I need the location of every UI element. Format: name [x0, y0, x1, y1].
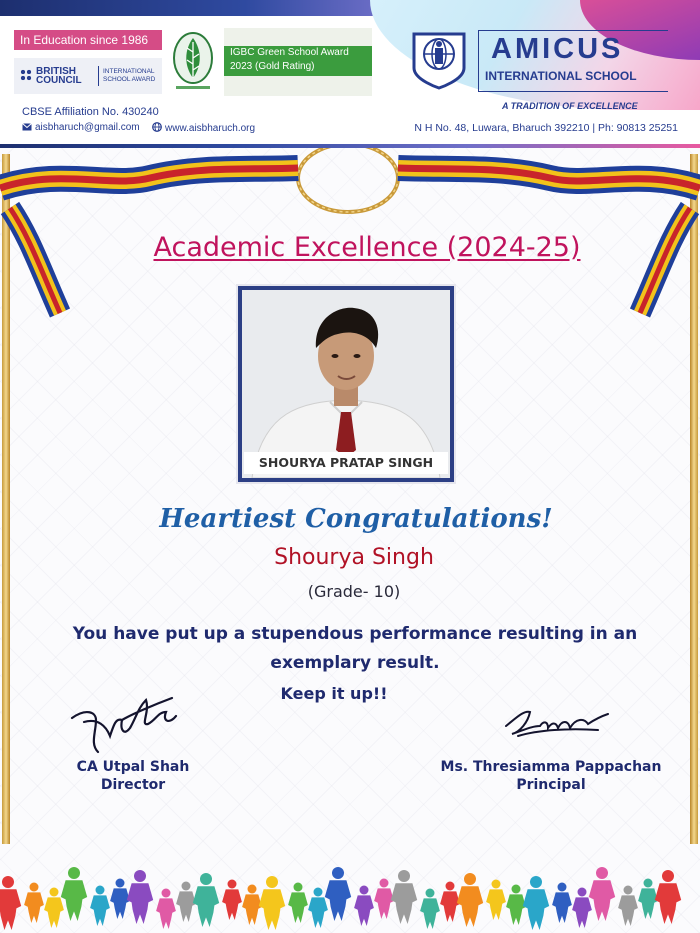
british-council-logo-icon [20, 69, 32, 81]
igbc-award-rating: 2023 (Gold Rating) [230, 61, 315, 72]
child-figure [44, 888, 64, 929]
child-figure [440, 882, 460, 923]
since-badge: In Education since 1986 [14, 30, 162, 50]
student-name: Shourya Singh [274, 545, 434, 570]
child-figure [308, 888, 328, 929]
child-figure [618, 886, 638, 927]
principal-name: Ms. Thresiamma Pappachan [440, 759, 662, 775]
british-council-badge [14, 58, 162, 94]
child-figure [259, 876, 285, 930]
globe-icon [152, 122, 162, 132]
school-tagline: A TRADITION OF EXCELLENCE [502, 101, 638, 111]
child-figure [242, 885, 262, 926]
school-crest-icon [408, 28, 470, 90]
child-figure [655, 870, 681, 924]
principal-title: Principal [516, 777, 586, 793]
child-figure [288, 883, 308, 924]
student-photo [242, 290, 450, 478]
school-address: N H No. 48, Luwara, Bharuch 392210 | Ph: 90813 25251 [414, 122, 678, 134]
child-figure [457, 873, 483, 927]
appreciation-message: You have put up a stupendous performance resulting in an exemplary result. [72, 624, 638, 673]
child-figure [325, 867, 351, 921]
child-figure [156, 889, 176, 930]
website-contact [152, 122, 255, 134]
student-photo-frame [238, 286, 454, 482]
principal-signature [498, 700, 618, 748]
child-figure [90, 886, 110, 927]
child-figure [523, 876, 549, 930]
children-silhouettes-decoration [0, 840, 700, 933]
school-name-block [478, 30, 668, 92]
british-council-name: BRITISH COUNCIL [36, 66, 82, 86]
child-figure [354, 886, 374, 927]
student-grade: (Grade- 10) [307, 582, 401, 601]
child-figure [176, 882, 196, 923]
child-figure [486, 880, 506, 921]
child-figure [222, 880, 242, 921]
child-figure [572, 888, 592, 929]
mail-icon [22, 123, 32, 131]
school-letterhead [0, 0, 700, 148]
child-figure [110, 879, 130, 920]
school-subtitle: INTERNATIONAL SCHOOL [485, 69, 637, 83]
child-figure [638, 879, 658, 920]
child-figure [420, 889, 440, 930]
director-name: CA Utpal Shah [76, 759, 190, 775]
igbc-award-badge [224, 28, 372, 96]
child-figure [127, 870, 153, 924]
divider [98, 66, 99, 86]
principal-signatory [426, 758, 676, 794]
school-title: AMICUS [491, 33, 624, 65]
child-figure [506, 885, 526, 926]
director-title: Director [100, 777, 166, 793]
child-figure [391, 870, 417, 924]
director-signature [66, 678, 186, 758]
email-text: aisbharuch@gmail.com [35, 122, 140, 133]
child-figure [589, 867, 615, 921]
british-council-award: INTERNATIONAL SCHOOL AWARD [103, 68, 156, 83]
certificate-body [0, 148, 700, 933]
certificate-heading: Academic Excellence (2024-25) [153, 232, 581, 263]
child-figure [0, 876, 21, 930]
child-figure [193, 873, 219, 927]
child-figure [552, 883, 572, 924]
child-figure [24, 883, 44, 924]
igbc-award-title: IGBC Green School Award [230, 47, 349, 58]
photo-caption: SHOURYA PRATAP SINGH [244, 452, 448, 474]
igbc-leaf-logo-icon [170, 28, 216, 94]
closing-remark: Keep it up!! [280, 684, 388, 703]
website-text: www.aisbharuch.org [165, 123, 256, 134]
child-figure [374, 879, 394, 920]
child-figure [61, 867, 87, 921]
congratulations-heading: Heartiest Congratulations! [159, 504, 553, 534]
director-signatory [68, 758, 198, 794]
cbse-affiliation: CBSE Affiliation No. 430240 [22, 106, 159, 118]
email-contact [22, 122, 140, 133]
